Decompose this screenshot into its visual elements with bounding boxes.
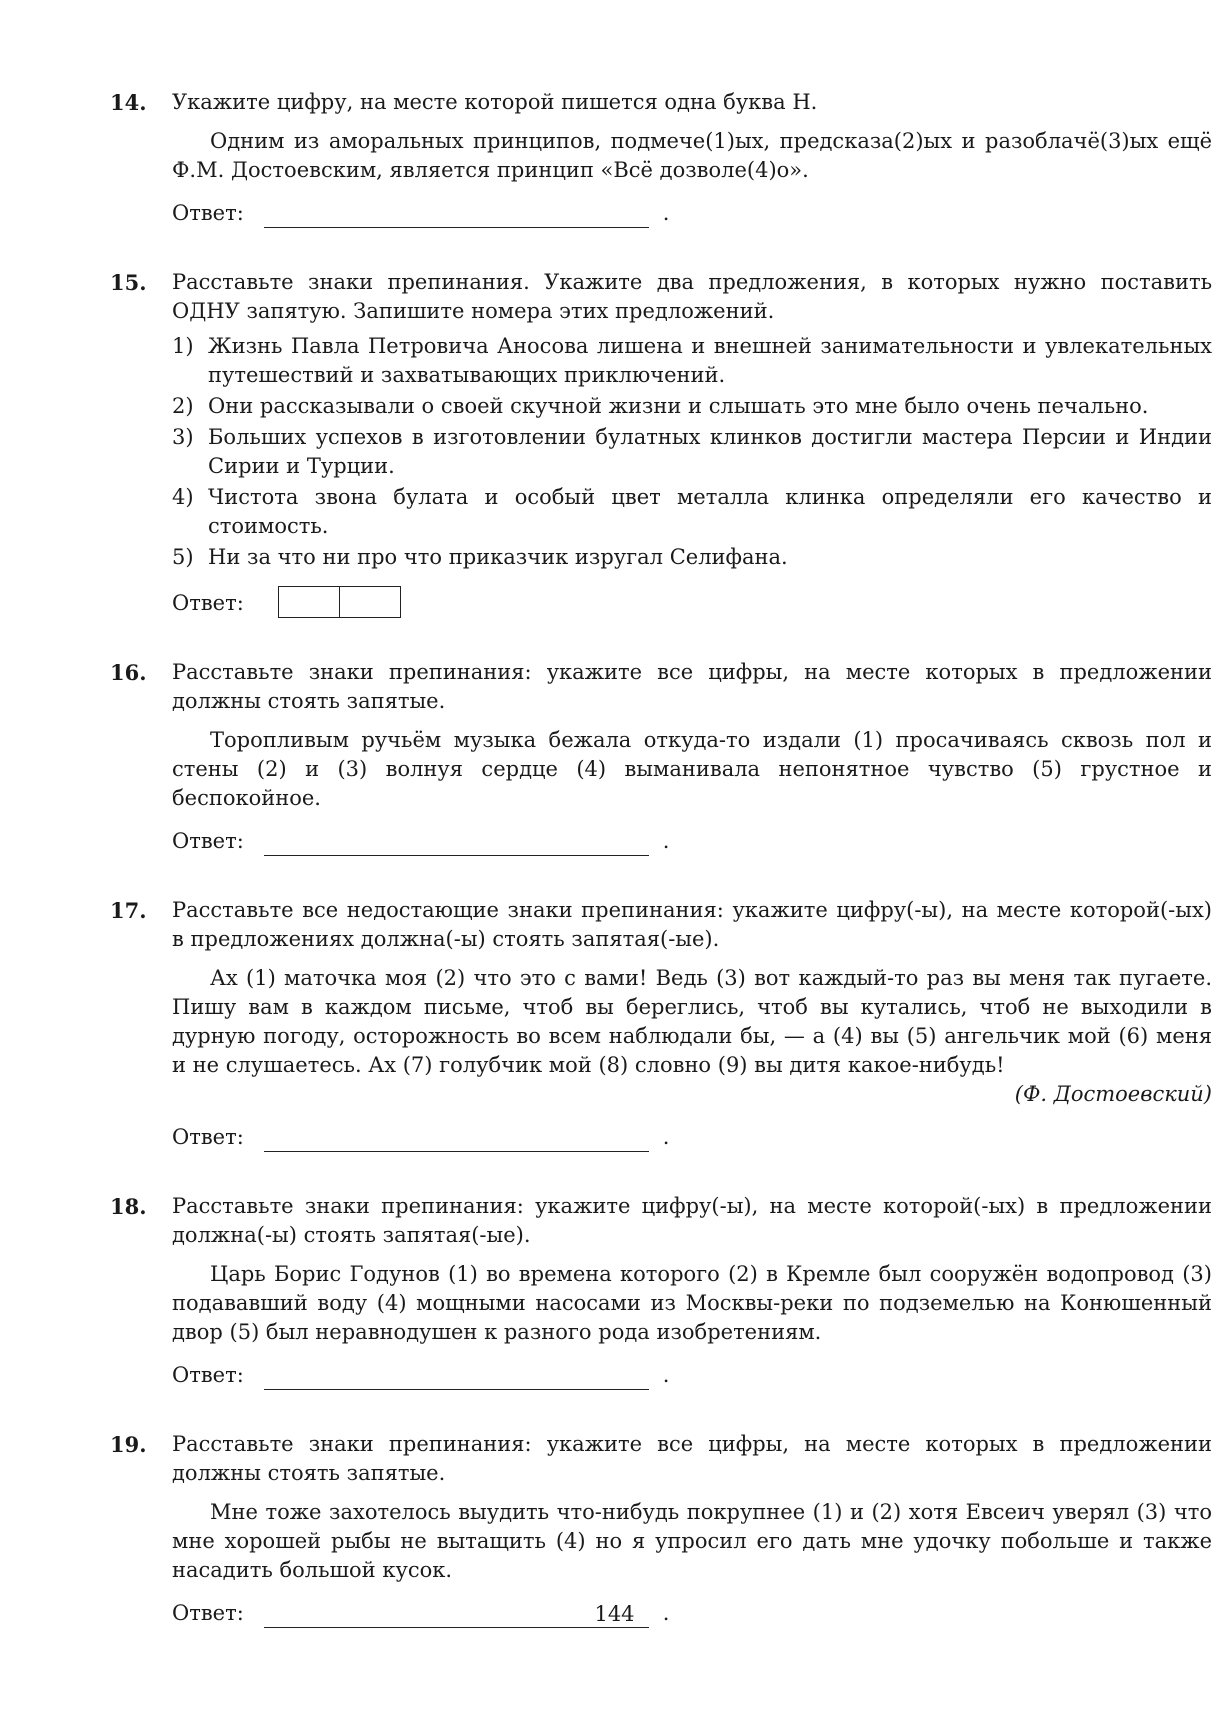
task-text: Торопливым ручьём музыка бежала откуда-то издали (1) просачиваясь сквозь пол и стены (2) и (3) волнуя сердце (4) выманивала непонятное чувство (5) грустное и беспокойное. (172, 728, 1212, 810)
task-15 (110, 268, 1212, 618)
option-number: 4) (172, 485, 194, 509)
answer-box-2[interactable] (339, 587, 400, 617)
answer-label: Ответ: (172, 1125, 244, 1149)
answer-dot: . (662, 1125, 670, 1149)
task-text: Царь Борис Годунов (1) во времена которого (2) в Кремле был сооружён водопровод (3) подававший воду (4) мощными насосами из Москвы-реки по подземелью на Конюшенный двор (5) был неравнодушен к разного рода изобретениям. (172, 1262, 1212, 1344)
answer-dot: . (662, 201, 670, 225)
option-text: Они рассказывали о своей скучной жизни и слышать это мне было очень печально. (208, 394, 1149, 418)
task-number: 17. (110, 898, 147, 923)
answer-row (172, 827, 1212, 856)
task-text: Ах (1) маточка моя (2) что это с вами! Ведь (3) вот каждый-то раз вы меня так пугаете. Пишу вам в каждом письме, чтоб вы береглись, чтоб вы кутались, чтоб не выходили в дурную погоду, осторожность во всем наблюдали бы, — а (4) вы (5) ангельчик мой (6) меня и не слушаетесь. Ах (7) голубчик мой (8) словно (9) вы дитя какое-нибудь! (172, 966, 1212, 1077)
answer-line[interactable] (264, 835, 649, 856)
task-number: 18. (110, 1194, 147, 1219)
answer-boxes (278, 586, 401, 618)
answer-line[interactable] (264, 1131, 649, 1152)
task-14 (110, 88, 1212, 228)
option-list (172, 332, 1212, 572)
workbook-page (110, 88, 1212, 1628)
answer-row (172, 1123, 1212, 1152)
answer-label: Ответ: (172, 1363, 244, 1387)
task-question: Расставьте знаки препинания: укажите все цифры, на месте которых в предложении должны стоять запятые. (172, 660, 1212, 713)
task-question: Расставьте все недостающие знаки препинания: укажите цифру(-ы), на месте которой(-ых) в предложениях должна(-ы) стоять запятая(-ые). (172, 898, 1212, 951)
answer-label: Ответ: (172, 591, 244, 615)
option-number: 1) (172, 334, 194, 358)
option-item (172, 332, 1212, 390)
answer-label: Ответ: (172, 829, 244, 853)
answer-line[interactable] (264, 1369, 649, 1390)
answer-dot: . (662, 829, 670, 853)
task-18 (110, 1192, 1212, 1390)
answer-dot: . (662, 1601, 670, 1625)
task-question: Расставьте знаки препинания: укажите цифру(-ы), на месте которой(-ых) в предложении должна(-ы) стоять запятая(-ые). (172, 1194, 1212, 1247)
option-item (172, 483, 1212, 541)
answer-line[interactable] (264, 207, 649, 228)
task-question: Укажите цифру, на месте которой пишется одна буква Н. (172, 90, 818, 114)
page-number: 144 (594, 1602, 635, 1626)
answer-row (172, 1361, 1212, 1390)
task-number: 14. (110, 90, 147, 115)
option-text: Ни за что ни про что приказчик изругал Селифана. (208, 545, 788, 569)
task-16 (110, 658, 1212, 856)
answer-dot: . (662, 1363, 670, 1387)
task-number: 16. (110, 660, 147, 685)
task-text: Мне тоже захотелось выудить что-нибудь покрупнее (1) и (2) хотя Евсеич уверял (3) что мне хорошей рыбы не вытащить (4) но я упросил его дать мне удочку побольше и также насадить большой кусок. (172, 1500, 1212, 1582)
task-text: Одним из аморальных принципов, подмече(1)ых, предсказа(2)ых и разоблачё(3)ых ещё Ф.М. Достоевским, является принцип «Всё дозволе(4)о». (172, 129, 1212, 182)
option-text: Жизнь Павла Петровича Аносова лишена и внешней занимательности и увлекательных путешествий и захватывающих приключений. (208, 334, 1212, 387)
task-19 (110, 1430, 1212, 1628)
option-number: 3) (172, 425, 194, 449)
answer-label: Ответ: (172, 1601, 244, 1625)
option-item (172, 543, 1212, 572)
task-question: Расставьте знаки препинания. Укажите два предложения, в которых нужно поставить ОДНУ запятую. Запишите номера этих предложений. (172, 270, 1212, 323)
task-17 (110, 896, 1212, 1152)
option-text: Чистота звона булата и особый цвет металла клинка определяли его качество и стоимость. (208, 485, 1212, 538)
answer-row (172, 586, 1212, 618)
option-text: Больших успехов в изготовлении булатных клинков достигли мастера Персии и Индии Сирии и Турции. (208, 425, 1212, 478)
task-question: Расставьте знаки препинания: укажите все цифры, на месте которых в предложении должны стоять запятые. (172, 1432, 1212, 1485)
answer-box-1[interactable] (279, 587, 339, 617)
task-number: 15. (110, 270, 147, 295)
answer-label: Ответ: (172, 201, 244, 225)
option-item (172, 392, 1212, 421)
option-number: 2) (172, 394, 194, 418)
task-number: 19. (110, 1432, 147, 1457)
answer-row (172, 199, 1212, 228)
option-item (172, 423, 1212, 481)
quote-author: (Ф. Достоевский) (1014, 1082, 1212, 1106)
option-number: 5) (172, 545, 194, 569)
